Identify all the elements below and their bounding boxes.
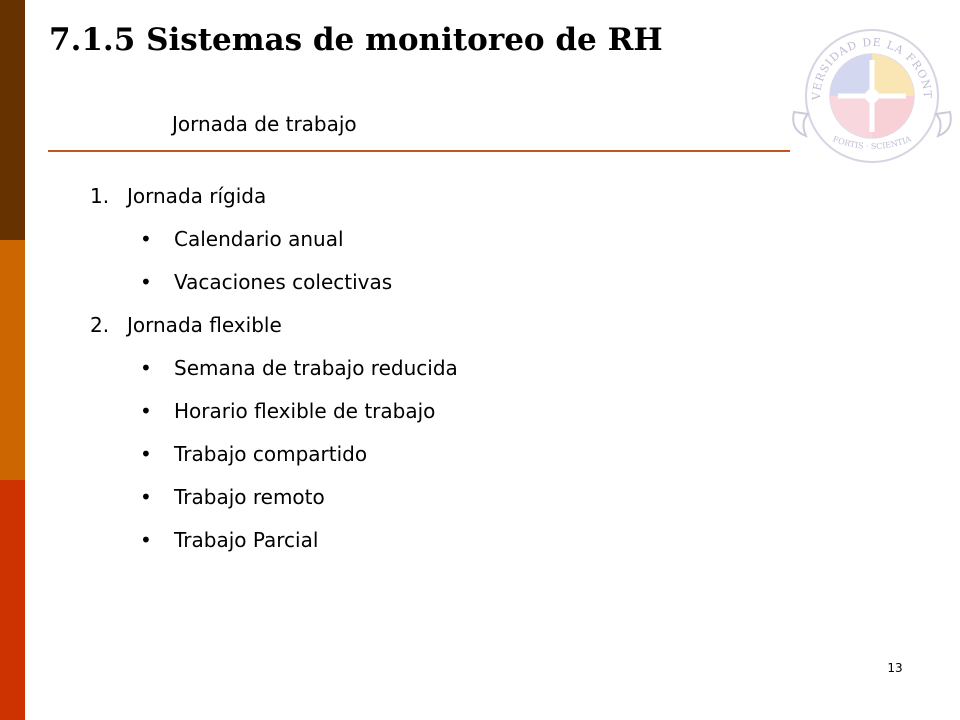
list-number: 1. [90, 184, 110, 208]
list-item-label: Trabajo compartido [174, 442, 368, 466]
bullet-icon: • [140, 442, 152, 466]
list-item-label: Jornada flexible [127, 313, 282, 337]
list-item-label: Trabajo remoto [174, 485, 325, 509]
bullet-icon: • [140, 485, 152, 509]
slide-title: 7.1.5 Sistemas de monitoreo de RH [49, 22, 663, 58]
list-number: 2. [90, 313, 110, 337]
bullet-icon: • [140, 528, 152, 552]
title-divider [48, 150, 790, 152]
list-item-label: Calendario anual [174, 227, 344, 251]
left-bar-top [0, 0, 25, 240]
left-bar-bottom [0, 480, 25, 720]
page-number: 13 [887, 661, 903, 675]
list-item-label: Semana de trabajo reducida [174, 356, 458, 380]
list-item-label: Trabajo Parcial [174, 528, 319, 552]
seal-text: VERSIDAD DE LA FRONT [809, 35, 935, 101]
bullet-icon: • [140, 356, 152, 380]
left-bar-middle [0, 240, 25, 480]
list-item-label: Horario flexible de trabajo [174, 399, 436, 423]
bullet-icon: • [140, 270, 152, 294]
seal-motto: FORTIS · SCIENTIA [831, 134, 913, 152]
list-item-label: Jornada rígida [127, 184, 267, 208]
university-seal-icon [786, 8, 958, 180]
bullet-icon: • [140, 399, 152, 423]
list-item-label: Vacaciones colectivas [174, 270, 393, 294]
slide-subtitle: Jornada de trabajo [172, 112, 357, 136]
bullet-icon: • [140, 227, 152, 251]
